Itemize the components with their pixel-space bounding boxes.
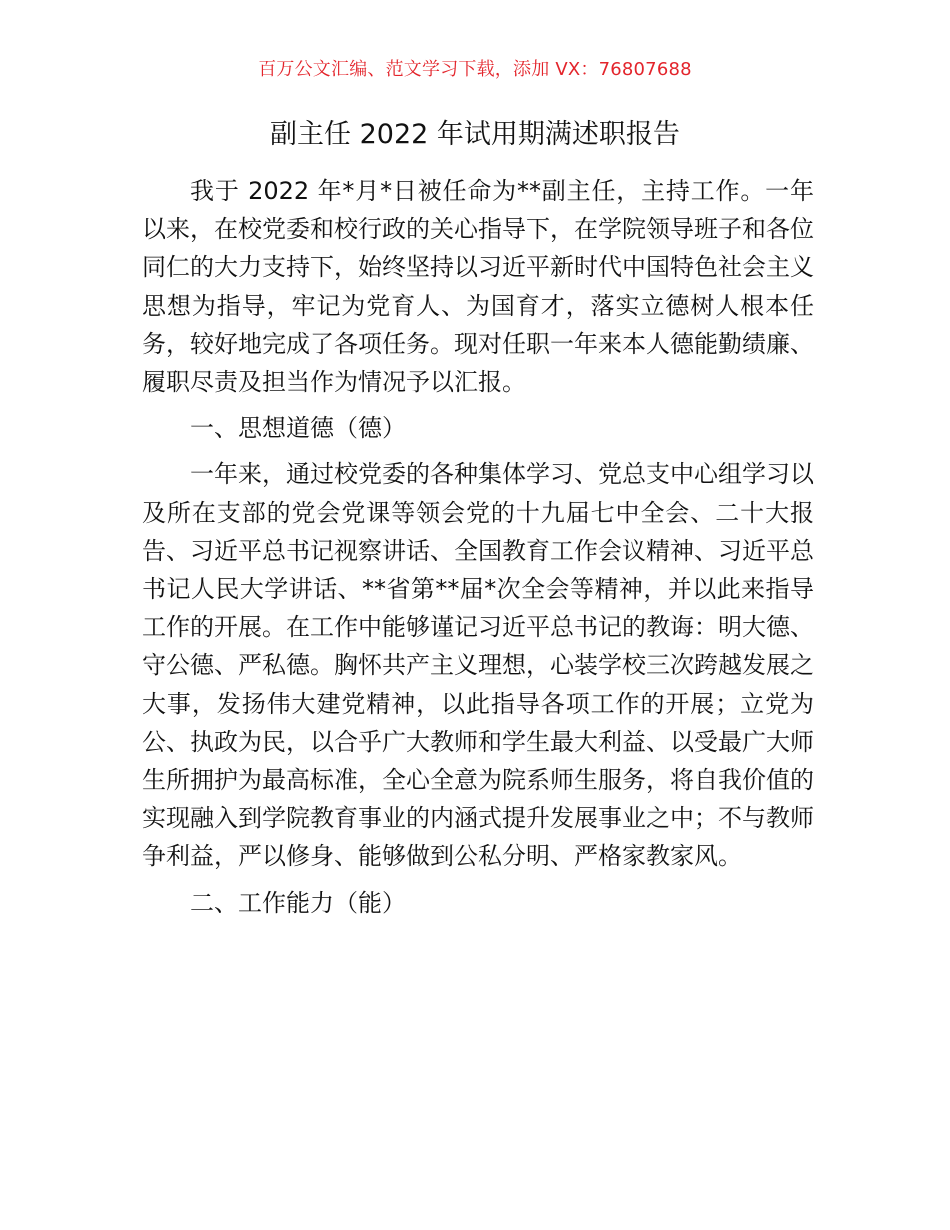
section-heading-ability: 二、工作能力（能） [190,888,406,917]
document-body [142,172,814,922]
section-heading-morality: 一、思想道德（德） [190,414,406,443]
morality-paragraph: 一年来，通过校党委的各种集体学习、党总支中心组学习以及所在支部的党会党课等领会党的十九届七中全会、二十大报告、习近平总书记视察讲话、全国教育工作会议精神、习近平总书记人民大学讲话、**省第**届*次全会等精神，并以此来指导工作的开展。在工作中能够谨记习近平总书记的教诲：明大德、守公德、严私德。胸怀共产主义理想，心装学校三次跨越发展之大事，发扬伟大建党精神，以此指导各项工作的开展；立党为公、执政为民，以合乎广大教师和学生最大利益、以受最广大师生所拥护为最高标准，全心全意为院系师生服务，将自我价值的实现融入到学院教育事业的内涵式提升发展事业之中；不与教师争利益，严以修身、能够做到公私分明、严格家教家风。 [142,460,814,871]
document-title: 副主任 2022 年试用期满述职报告 [270,119,680,150]
intro-paragraph: 我于 2022 年*月*日被任命为**副主任，主持工作。一年以来，在校党委和校行政的关心指导下，在学院领导班子和各位同仁的大力支持下，始终坚持以习近平新时代中国特色社会主义思想为指导，牢记为党育人、为国育才，落实立德树人根本任务，较好地完成了各项任务。现对任职一年来本人德能勤绩廉、履职尽责及担当作为情况予以汇报。 [142,177,814,397]
watermark-banner: 百万公文汇编、范文学习下载，添加 VX：76807688 [258,59,692,80]
